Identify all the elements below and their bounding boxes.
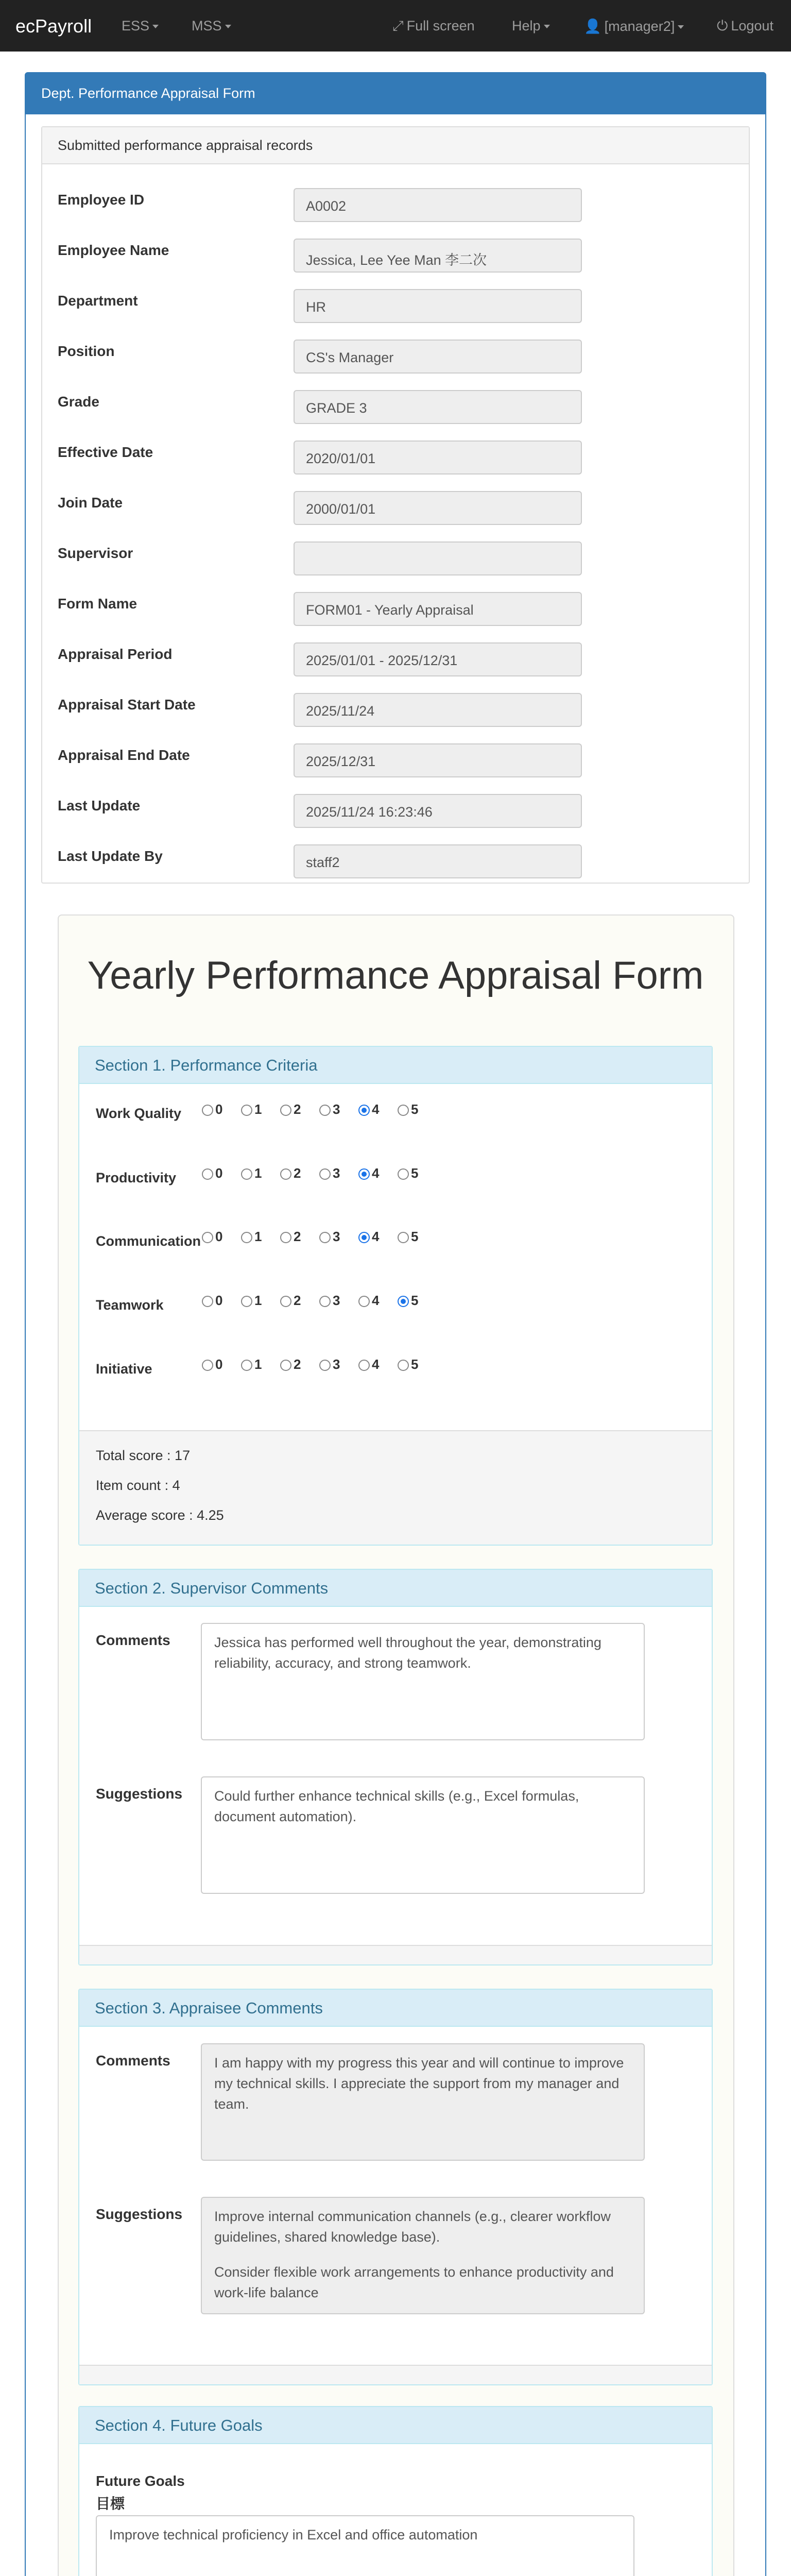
rating-option[interactable]	[319, 1229, 340, 1245]
rating-option-label: 0	[215, 1101, 223, 1117]
rating-option[interactable]	[398, 1293, 418, 1309]
rating-option[interactable]	[202, 1357, 222, 1372]
rating-option[interactable]	[241, 1229, 262, 1245]
criterion-label-productivity: Productivity	[96, 1170, 177, 1185]
supervisor-suggestions-label: Suggestions	[96, 1786, 183, 1802]
rating-option[interactable]	[280, 1165, 301, 1181]
radio-circle-icon	[280, 1168, 291, 1180]
rating-option-label: 2	[294, 1229, 301, 1244]
radio-circle-icon	[241, 1168, 252, 1180]
field-label-supervisor: Supervisor	[58, 545, 133, 561]
rating-option[interactable]	[241, 1357, 262, 1372]
rating-option[interactable]	[202, 1293, 222, 1309]
appraisee-suggestion-paragraph: Consider flexible work arrangements to enhance productivity and work-life balance	[214, 2264, 614, 2300]
rating-option[interactable]	[358, 1229, 379, 1245]
field-effective-date: 2020/01/01	[294, 440, 582, 474]
field-label-position: Position	[58, 343, 115, 359]
rating-option-label: 2	[294, 1165, 301, 1181]
supervisor-comments-label: Comments	[96, 1632, 170, 1648]
field-label-form-name: Form Name	[58, 596, 137, 612]
appraisee-suggestions-textarea	[201, 2197, 645, 2314]
logout-link[interactable]	[717, 18, 773, 35]
rating-option[interactable]	[241, 1101, 262, 1117]
fullscreen-link[interactable]	[392, 18, 475, 35]
rating-option-label: 2	[294, 1357, 301, 1372]
field-label-grade: Grade	[58, 394, 99, 410]
rating-option[interactable]	[319, 1101, 340, 1117]
rating-option[interactable]	[280, 1293, 301, 1309]
criterion-label-communication: Communication	[96, 1233, 201, 1249]
radio-circle-icon	[319, 1168, 331, 1180]
chevron-down-icon	[544, 25, 550, 28]
rating-option-label: 0	[215, 1165, 223, 1181]
radio-circle-icon	[241, 1296, 252, 1307]
section-2-footer	[79, 1945, 712, 1964]
appraisee-suggestions-label: Suggestions	[96, 2206, 183, 2222]
rating-option-label: 5	[411, 1229, 419, 1244]
rating-option-label: 4	[372, 1357, 380, 1372]
rating-option[interactable]	[398, 1229, 418, 1245]
rating-option-label: 2	[294, 1101, 301, 1117]
rating-option-label: 4	[372, 1229, 380, 1244]
field-appraisal-end-date: 2025/12/31	[294, 743, 582, 777]
radio-circle-icon	[280, 1232, 291, 1243]
section-4-title: Section 4. Future Goals	[79, 2407, 712, 2444]
radio-selected-icon	[398, 1296, 409, 1307]
panel-title: Dept. Performance Appraisal Form	[26, 73, 765, 114]
appraisee-comments-label: Comments	[96, 2053, 170, 2069]
radio-selected-icon	[358, 1105, 370, 1116]
field-label-appraisal-end-date: Appraisal End Date	[58, 747, 190, 763]
rating-option[interactable]	[202, 1165, 222, 1181]
field-label-last-update-by: Last Update By	[58, 848, 163, 864]
goals-textarea[interactable]: Improve technical proficiency in Excel and office automation	[96, 2515, 634, 2576]
rating-option-label: 3	[333, 1357, 340, 1372]
menu-ess[interactable]	[122, 18, 159, 34]
radio-circle-icon	[202, 1296, 213, 1307]
brand-logo[interactable]: ecPayroll	[15, 15, 92, 37]
field-label-appraisal-period: Appraisal Period	[58, 646, 173, 662]
radio-circle-icon	[319, 1232, 331, 1243]
rating-option-label: 5	[411, 1357, 419, 1372]
menu-mss[interactable]	[192, 18, 231, 34]
field-supervisor	[294, 541, 582, 575]
rating-option-label: 3	[333, 1101, 340, 1117]
rating-option-label: 1	[254, 1357, 262, 1372]
rating-option[interactable]	[319, 1165, 340, 1181]
rating-option-label: 5	[411, 1165, 419, 1181]
radio-selected-icon	[358, 1168, 370, 1180]
radio-circle-icon	[241, 1105, 252, 1116]
radio-circle-icon	[202, 1168, 213, 1180]
rating-option[interactable]	[358, 1165, 379, 1181]
field-form-name: FORM01 - Yearly Appraisal	[294, 592, 582, 626]
chevron-down-icon	[152, 25, 159, 28]
logout-icon: ⏻	[717, 18, 728, 33]
fullscreen-label: Full screen	[406, 18, 475, 33]
rating-option-label: 5	[411, 1101, 419, 1117]
rating-option-label: 4	[372, 1101, 380, 1117]
rating-option[interactable]	[241, 1165, 262, 1181]
rating-option-label: 2	[294, 1293, 301, 1308]
criterion-label-initiative: Initiative	[96, 1361, 152, 1377]
field-label-department: Department	[58, 293, 138, 309]
rating-option[interactable]	[319, 1293, 340, 1309]
rating-option-label: 5	[411, 1293, 419, 1308]
rating-option-label: 3	[333, 1293, 340, 1308]
field-department: HR	[294, 289, 582, 323]
records-heading: Submitted performance appraisal records	[42, 127, 749, 164]
rating-option[interactable]	[280, 1357, 301, 1372]
rating-option-label: 4	[372, 1293, 380, 1308]
field-label-employee-name: Employee Name	[58, 242, 169, 258]
field-employee-name: Jessica, Lee Yee Man 李二次	[294, 239, 582, 273]
rating-option[interactable]	[358, 1357, 379, 1372]
supervisor-comments-textarea[interactable]: Jessica has performed well throughout the year, demonstrating reliability, accuracy, and strong teamwork.	[201, 1623, 645, 1740]
field-employee-id: A0002	[294, 188, 582, 222]
radio-circle-icon	[202, 1105, 213, 1116]
rating-option-label: 1	[254, 1165, 262, 1181]
radio-circle-icon	[202, 1360, 213, 1371]
top-navbar	[0, 0, 791, 52]
section-3-footer	[79, 2365, 712, 2384]
menu-mss-label: MSS	[192, 18, 222, 33]
rating-option[interactable]	[280, 1229, 301, 1245]
rating-option[interactable]	[319, 1357, 340, 1372]
section-1-title: Section 1. Performance Criteria	[79, 1047, 712, 1084]
user-icon: 👤	[584, 19, 601, 34]
rating-option-label: 0	[215, 1357, 223, 1372]
field-label-join-date: Join Date	[58, 495, 123, 511]
radio-circle-icon	[202, 1232, 213, 1243]
radio-circle-icon	[280, 1296, 291, 1307]
form-title: Yearly Performance Appraisal Form	[87, 954, 704, 997]
field-label-effective-date: Effective Date	[58, 444, 153, 460]
rating-option[interactable]	[202, 1101, 222, 1117]
criterion-label-work-quality: Work Quality	[96, 1106, 182, 1121]
radio-circle-icon	[319, 1105, 331, 1116]
goals-label: 目標	[96, 2496, 125, 2512]
rating-option[interactable]	[202, 1229, 222, 1245]
user-menu[interactable]	[584, 18, 684, 35]
radio-circle-icon	[241, 1360, 252, 1371]
average-score: Average score : 4.25	[96, 1507, 224, 1523]
field-label-last-update: Last Update	[58, 798, 141, 814]
field-last-update-by: staff2	[294, 844, 582, 878]
rating-option[interactable]	[358, 1293, 379, 1309]
rating-option[interactable]	[398, 1165, 418, 1181]
field-label-employee-id: Employee ID	[58, 192, 145, 208]
field-grade: GRADE 3	[294, 390, 582, 424]
rating-option[interactable]	[398, 1101, 418, 1117]
section-2-title: Section 2. Supervisor Comments	[79, 1570, 712, 1607]
rating-option-label: 1	[254, 1229, 262, 1244]
fullscreen-icon: ⤢	[392, 18, 404, 33]
menu-ess-label: ESS	[122, 18, 150, 33]
rating-option-label: 1	[254, 1293, 262, 1308]
chevron-down-icon	[225, 25, 231, 28]
rating-option[interactable]	[241, 1293, 262, 1309]
criterion-label-teamwork: Teamwork	[96, 1297, 164, 1313]
rating-option[interactable]	[398, 1357, 418, 1372]
item-count: Item count : 4	[96, 1478, 180, 1493]
rating-option-label: 3	[333, 1165, 340, 1181]
total-score: Total score : 17	[96, 1448, 191, 1463]
field-appraisal-start-date: 2025/11/24	[294, 693, 582, 727]
rating-option[interactable]	[280, 1101, 301, 1117]
radio-circle-icon	[280, 1360, 291, 1371]
field-appraisal-period: 2025/01/01 - 2025/12/31	[294, 642, 582, 676]
rating-option-label: 1	[254, 1101, 262, 1117]
radio-circle-icon	[398, 1168, 409, 1180]
rating-option-label: 0	[215, 1229, 223, 1244]
radio-selected-icon	[358, 1232, 370, 1243]
radio-circle-icon	[398, 1105, 409, 1116]
field-join-date: 2000/01/01	[294, 491, 582, 525]
section-3-title: Section 3. Appraisee Comments	[79, 1990, 712, 2027]
radio-circle-icon	[319, 1296, 331, 1307]
logout-label: Logout	[731, 18, 773, 33]
radio-circle-icon	[398, 1232, 409, 1243]
field-label-appraisal-start-date: Appraisal Start Date	[58, 697, 196, 713]
rating-option[interactable]	[358, 1101, 379, 1117]
rating-option-label: 3	[333, 1229, 340, 1244]
rating-option-label: 0	[215, 1293, 223, 1308]
radio-circle-icon	[280, 1105, 291, 1116]
radio-circle-icon	[358, 1360, 370, 1371]
rating-option-label: 4	[372, 1165, 380, 1181]
chevron-down-icon	[678, 25, 684, 29]
appraisee-suggestion-paragraph: Improve internal communication channels (e.g., clearer workflow guidelines, shared knowledge base).	[214, 2209, 611, 2245]
menu-help-label: Help	[512, 18, 541, 33]
future-goals-heading: Future Goals	[96, 2473, 185, 2489]
field-last-update: 2025/11/24 16:23:46	[294, 794, 582, 828]
supervisor-suggestions-textarea[interactable]: Could further enhance technical skills (e.g., Excel formulas, document automation).	[201, 1776, 645, 1894]
menu-help[interactable]	[512, 18, 550, 34]
field-position: CS's Manager	[294, 340, 582, 374]
user-menu-label: [manager2]	[604, 19, 675, 34]
radio-circle-icon	[358, 1296, 370, 1307]
appraisee-comments-textarea: I am happy with my progress this year and will continue to improve my technical skills. I appreciate the support from my manager and team.	[201, 2043, 645, 2161]
radio-circle-icon	[241, 1232, 252, 1243]
radio-circle-icon	[319, 1360, 331, 1371]
radio-circle-icon	[398, 1360, 409, 1371]
